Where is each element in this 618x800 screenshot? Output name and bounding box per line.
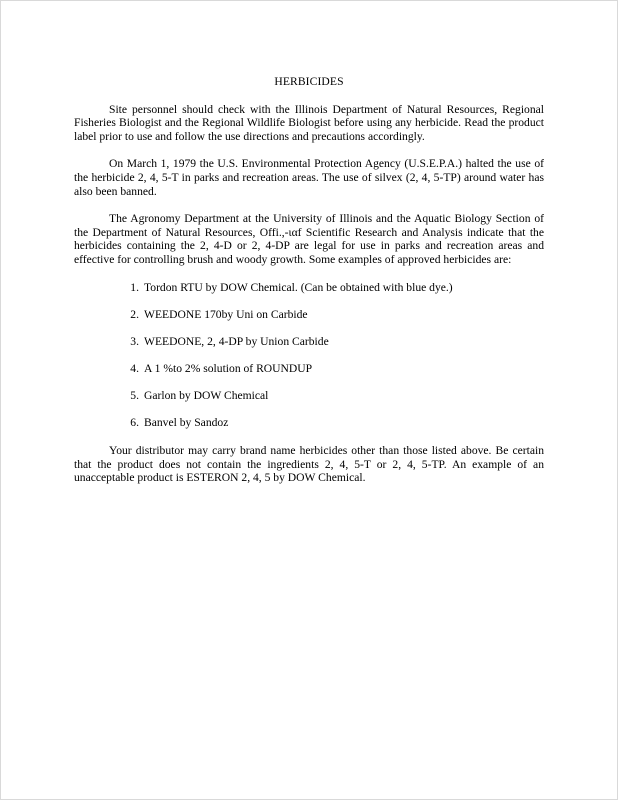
list-item-text: Garlon by DOW Chemical	[144, 389, 269, 403]
list-item	[74, 362, 544, 376]
paragraph-agronomy: The Agronomy Department at the University of Illinois and the Aquatic Biology Section of the Department of Natural Resources, Offi.,-ιαf Scientific Research and Analysis indicate that the herbicides containing the 2, 4-D or 2, 4-DP are legal for use in parks and recreation areas and effective for controlling brush and woody growth. Some examples of approved herbicides are:	[74, 212, 544, 266]
list-item	[74, 389, 544, 403]
paragraph-epa-ban: On March 1, 1979 the U.S. Environmental Protection Agency (U.S.E.P.A.) halted the use of the herbicide 2, 4, 5-T in parks and recreation areas. The use of silvex (2, 4, 5-TP) around water has also been banned.	[74, 157, 544, 198]
list-item-number: 4.	[130, 362, 139, 376]
list-item-text: WEEDONE, 2, 4-DP by Union Carbide	[144, 334, 329, 348]
list-item	[74, 308, 544, 322]
document-title: HERBICIDES	[274, 75, 344, 88]
paragraph-distributor-warning: Your distributor may carry brand name herbicides other than those listed above. Be certain that the product does not contain the ingredients 2, 4, 5-T or 2, 4, 5-TP. An example of an unacceptable product is ESTERON 2, 4, 5 by DOW Chemical.	[74, 444, 544, 485]
list-item	[74, 281, 544, 295]
list-item	[74, 416, 544, 430]
list-item-number: 6.	[130, 416, 139, 430]
list-item-text: WEEDONE 170by Uni on Carbide	[144, 307, 308, 321]
document-body	[74, 75, 544, 485]
list-item	[74, 335, 544, 349]
list-item-number: 3.	[130, 334, 139, 348]
list-item-number: 1.	[130, 280, 139, 294]
list-item-number: 2.	[130, 307, 139, 321]
list-item-number: 5.	[130, 389, 139, 403]
approved-herbicides-list	[74, 281, 544, 431]
paragraph-check-personnel: Site personnel should check with the Illinois Department of Natural Resources, Regional Fisheries Biologist and the Regional Wildlife Biologist before using any herbicide. Read the product label prior to use and follow the use directions and precautions accordingly.	[74, 102, 544, 143]
list-item-text: Tordon RTU by DOW Chemical. (Can be obtained with blue dye.)	[144, 280, 453, 294]
list-item-text: Banvel by Sandoz	[144, 416, 229, 430]
list-item-text: A 1 %to 2% solution of ROUNDUP	[144, 362, 313, 376]
